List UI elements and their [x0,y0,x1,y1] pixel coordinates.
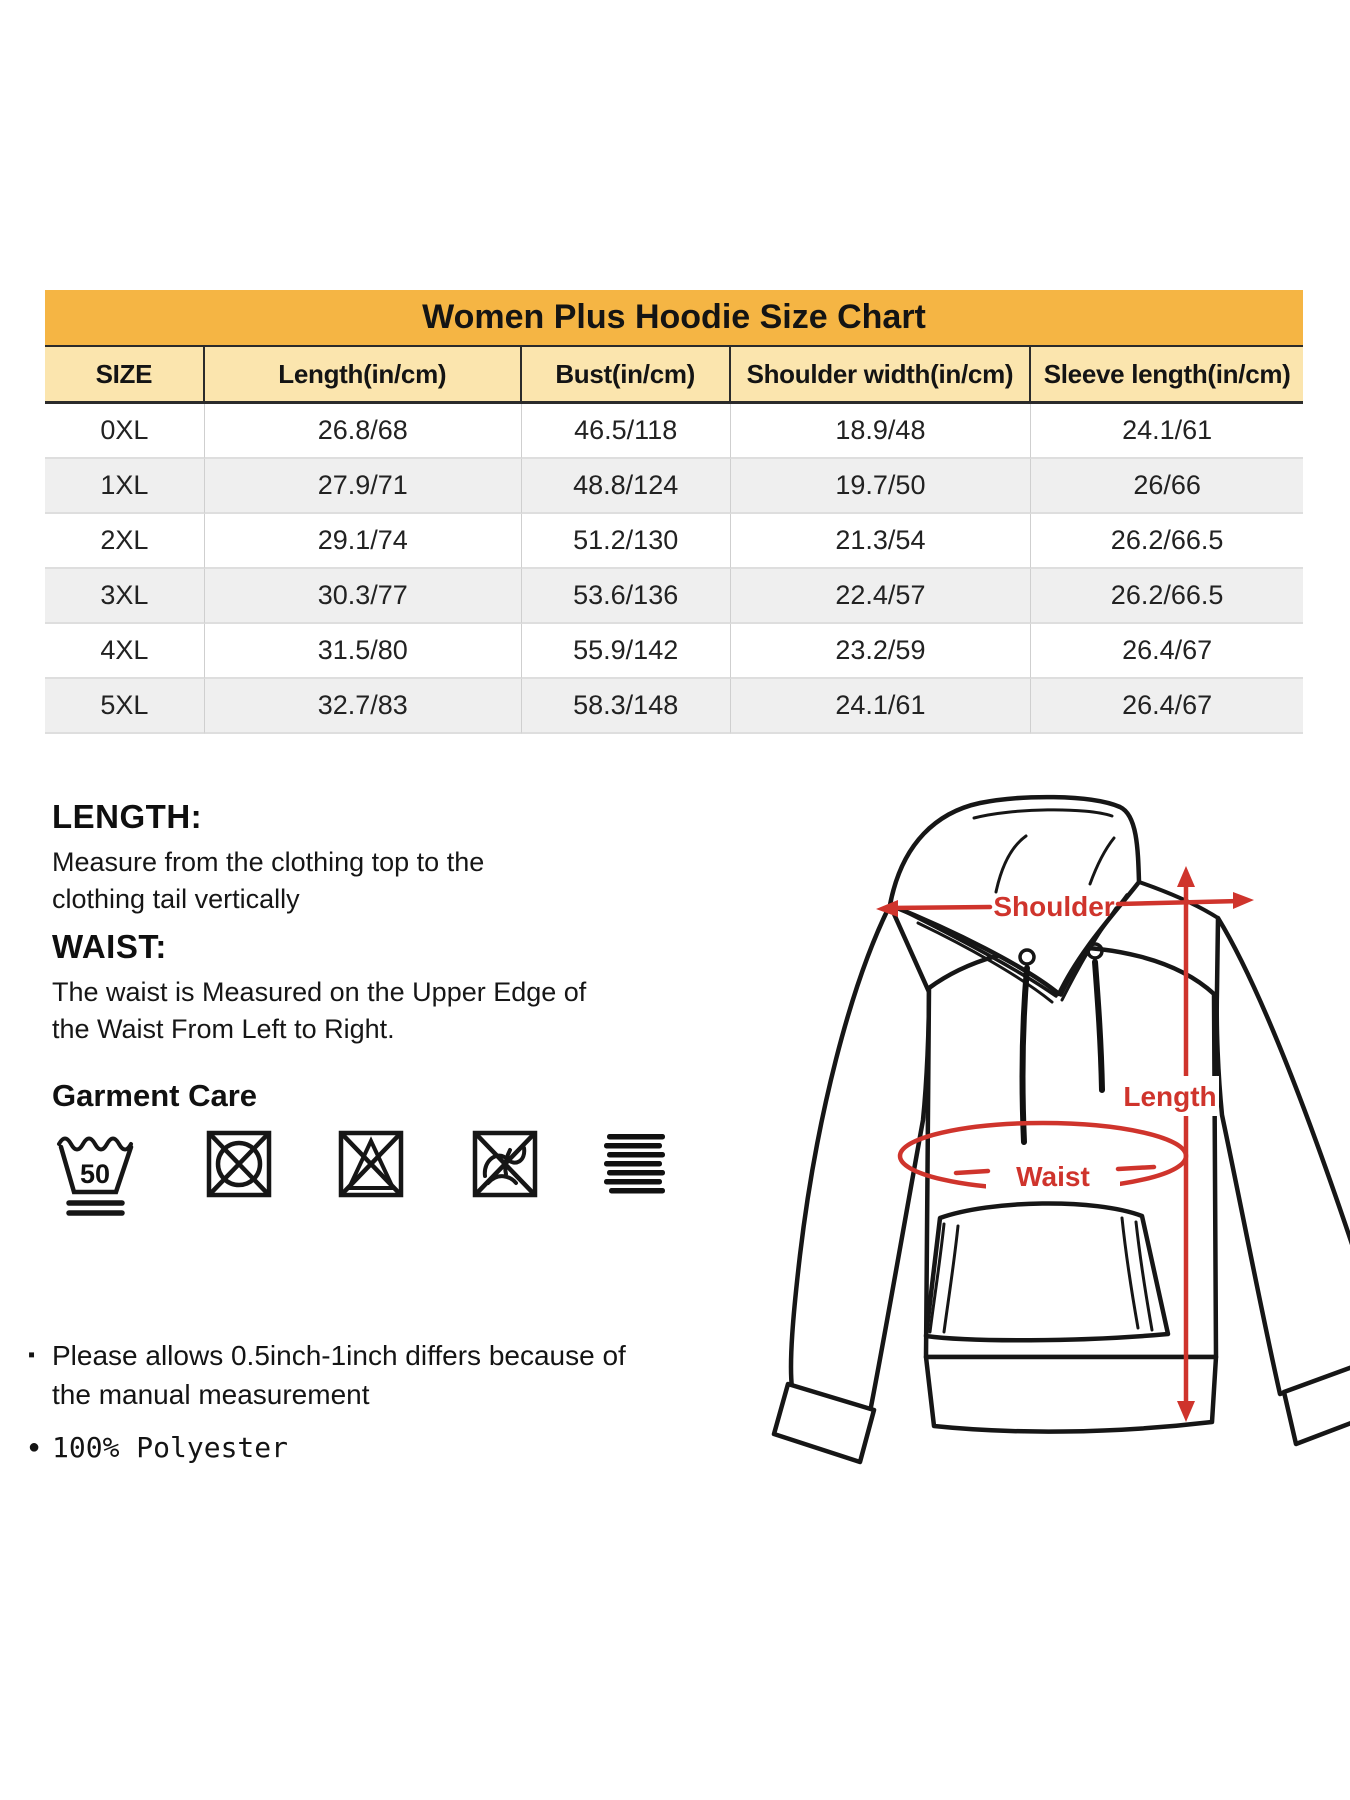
wash-50-gentle-icon [52,1128,142,1220]
cell-sleeve: 26.4/67 [1031,679,1303,734]
table-title: Women Plus Hoodie Size Chart [45,290,1303,347]
column-header-size: SIZE [45,347,205,404]
column-header-shoulder: Shoulder width(in/cm) [731,347,1032,404]
cell-sleeve: 26/66 [1031,459,1303,514]
cell-length: 26.8/68 [205,404,522,459]
hoodie-measurement-diagram [690,780,1350,1480]
cell-bust: 51.2/130 [522,514,731,569]
length-heading: LENGTH: [52,798,203,835]
column-header-bust: Bust(in/cm) [522,347,731,404]
column-header-sleeve: Sleeve length(in/cm) [1031,347,1303,404]
cell-size: 2XL [45,514,205,569]
cell-length: 32.7/83 [205,679,522,734]
do-not-tumble-dry-icon [204,1128,274,1200]
cell-shoulder: 22.4/57 [731,569,1032,624]
wash-temp-label: 50 [79,1159,111,1189]
length-description: Measure from the clothing top to the clothing tail vertically [52,847,485,914]
table-grid [45,347,1303,734]
cell-length: 29.1/74 [205,514,522,569]
cell-size: 4XL [45,624,205,679]
cell-sleeve: 26.2/66.5 [1031,569,1303,624]
size-chart-table [45,290,1303,734]
waist-heading: WAIST: [52,928,167,965]
waist-description: The waist is Measured on the Upper Edge of the Waist From Left to Right. [52,977,587,1044]
cell-length: 30.3/77 [205,569,522,624]
hoodie-hem-band [926,1357,1216,1432]
do-not-wring-icon [470,1128,540,1200]
cell-bust: 55.9/142 [522,624,731,679]
hoodie-right-sleeve [1217,918,1350,1394]
hoodie-pocket [926,1203,1168,1340]
do-not-bleach-icon [337,1128,405,1200]
cell-bust: 46.5/118 [522,404,731,459]
cell-size: 0XL [45,404,205,459]
cell-shoulder: 18.9/48 [731,404,1032,459]
measurement-tolerance-note: ▪ Please allows 0.5inch-1inch differs because of the manual measurement [28,1336,627,1414]
cell-bust: 48.8/124 [522,459,731,514]
garment-care-heading: Garment Care [52,1078,258,1113]
column-header-length: Length(in/cm) [205,347,522,404]
cell-shoulder: 21.3/54 [731,514,1032,569]
cell-length: 27.9/71 [205,459,522,514]
cell-sleeve: 24.1/61 [1031,404,1303,459]
hoodie-left-sleeve [791,905,929,1412]
cell-shoulder: 24.1/61 [731,679,1032,734]
material-note: ● 100% Polyester [28,1428,752,1467]
shoulder-label: Shoulder [993,891,1115,922]
cell-size: 5XL [45,679,205,734]
bullet-icon: ● [28,1436,41,1458]
cell-size: 1XL [45,459,205,514]
dry-flat-icon [603,1128,667,1200]
cell-sleeve: 26.2/66.5 [1031,514,1303,569]
cell-shoulder: 19.7/50 [731,459,1032,514]
cell-sleeve: 26.4/67 [1031,624,1303,679]
waist-label: Waist [1016,1161,1090,1192]
length-label: Length [1123,1081,1217,1112]
cell-size: 3XL [45,569,205,624]
bullet-icon: ▪ [28,1344,36,1366]
cell-length: 31.5/80 [205,624,522,679]
cell-bust: 58.3/148 [522,679,731,734]
cell-shoulder: 23.2/59 [731,624,1032,679]
cell-bust: 53.6/136 [522,569,731,624]
